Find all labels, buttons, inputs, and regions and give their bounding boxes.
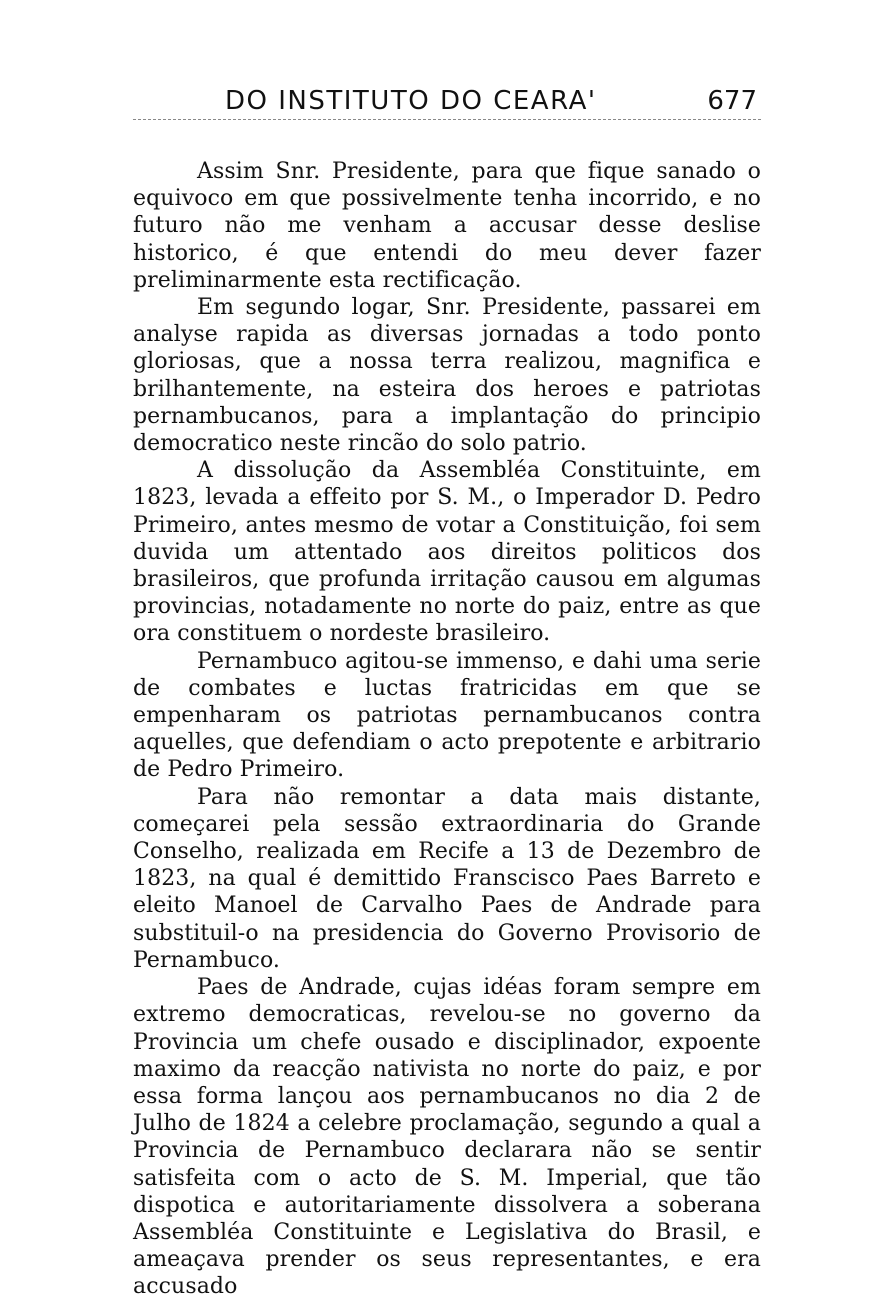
header-rule — [133, 119, 761, 120]
paragraph: Para não remontar a data mais distante, começarei pela sessão extraordinaria do Grande Conselho, realizada em Recife a 13 de Dezembro de 1823, na qual é demittido Franscisco Paes Barreto e eleito Manoel de Carvalho Paes de Andrade para substituil-o na presidencia do Governo Provisorio de Pernambuco. — [133, 784, 761, 973]
header-title: DO INSTITUTO DO CEARA' — [225, 86, 597, 116]
paragraph: Assim Snr. Presidente, para que fique sanado o equivoco em que possivelmente tenha incorrido, e no futuro não me venham a accusar desse deslise historico, é que entendi do meu dever fazer preliminarmente esta rectificação. — [133, 159, 761, 293]
paragraph: Pernambuco agitou-se immenso, e dahi uma serie de combates e luctas fratricidas em que se empenharam os patriotas pernambucanos contra aquelles, que defendiam o acto prepotente e arbitrario de Pedro Primeiro. — [133, 648, 761, 783]
paragraph: A dissolução da Assembléa Constituinte, em 1823, levada a effeito por S. M., o Imperador D. Pedro Primeiro, antes mesmo de votar a Constituição, foi sem duvida um attentado aos direitos politicos dos brasileiros, que profunda irritação causou em algumas provincias, notadamente no norte do paiz, entre as que ora constituem o nordeste brasileiro. — [133, 458, 761, 647]
paragraph: Paes de Andrade, cujas idéas foram sempre em extremo democraticas, revelou-se no governo da Provincia um chefe ousado e disciplinador, expoente maximo da reacção nativista no norte do paiz, e por essa forma lançou aos pernambucanos no dia 2 de Julho de 1824 a celebre proclamação, segundo a qual a Provincia de Pernambuco declarara não se sentir satisfeita com o acto de S. M. Imperial, que tão dispotica e autoritariamente dissolvera a soberana Assembléa Constituinte e Legislativa do Brasil, e ameaçava prender os seus representantes, e era accusado — [133, 975, 761, 1300]
body-text — [133, 158, 761, 1301]
paragraph: Em segundo logar, Snr. Presidente, passarei em analyse rapida as diversas jornadas a todo ponto gloriosas, que a nossa terra realizou, magnifica e brilhantemente, na esteira dos heroes e patriotas pernambucanos, para a implantação do principio democratico neste rincão do solo patrio. — [133, 295, 761, 457]
running-header — [133, 82, 761, 126]
page-number: 677 — [707, 86, 757, 116]
